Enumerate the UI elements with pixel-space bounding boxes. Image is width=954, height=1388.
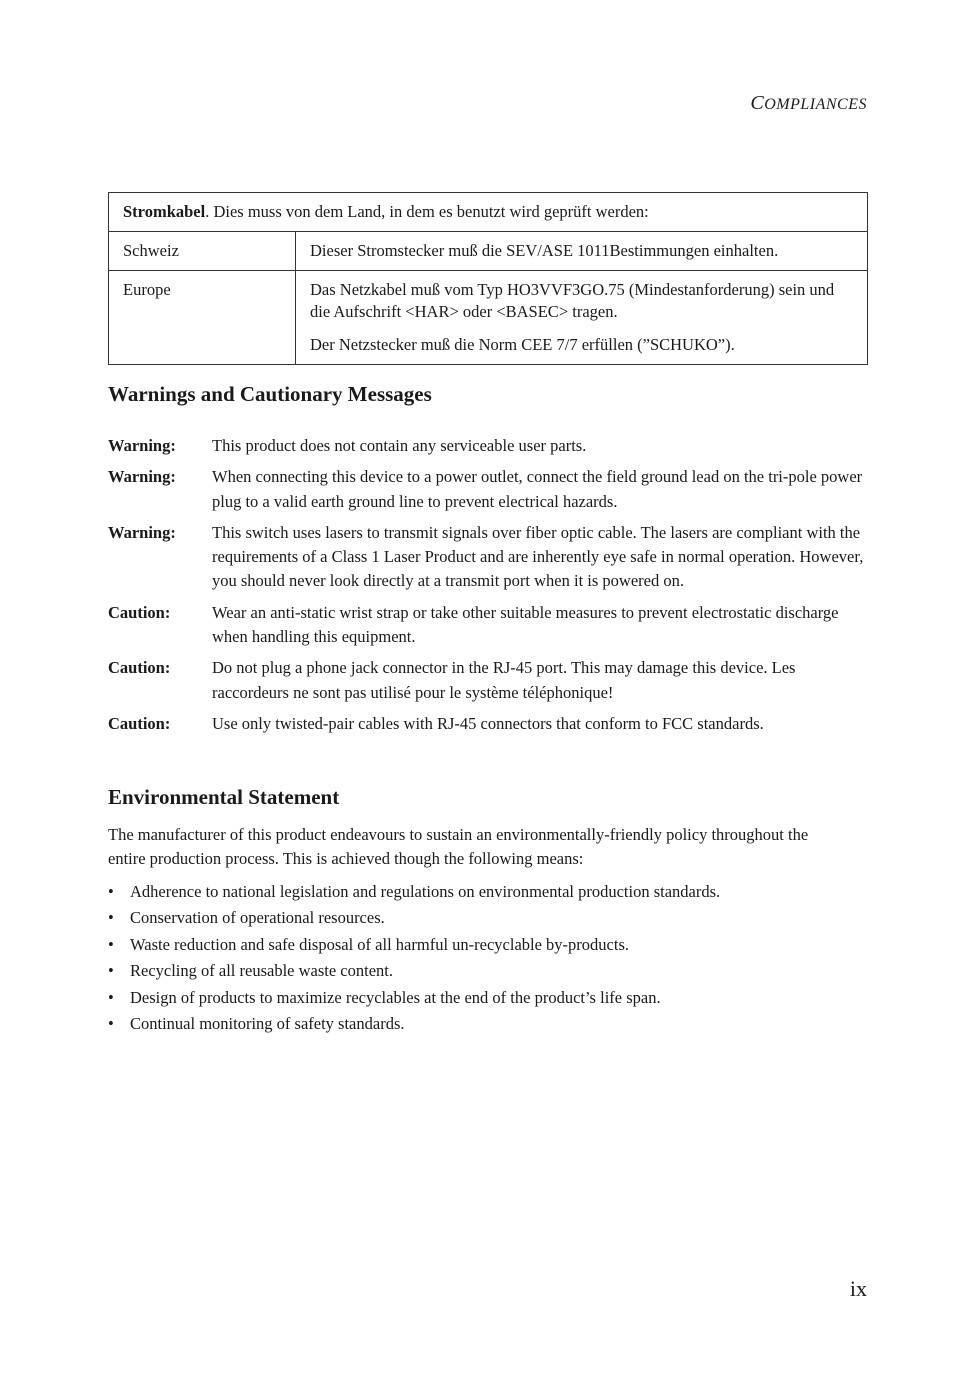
table-row [109,271,868,365]
requirement-paragraph: Der Netzstecker muß die Norm CEE 7/7 erfüllen (”SCHUKO”). [310,335,735,354]
notice-text: Use only twisted-pair cables with RJ-45 connectors that conform to FCC standards. [212,713,764,733]
warnings-list [108,434,868,743]
list-item [108,959,848,983]
list-item [108,933,848,957]
notice-text: When connecting this device to a power outlet, connect the field ground lead on the tri-pole power plug to a valid earth ground line to prevent electrical hazards. [212,467,863,511]
list-item [108,1012,848,1036]
requirement-paragraph: Dieser Stromstecker muß die SEV/ASE 1011Bestimmungen einhalten. [310,241,779,260]
environmental-heading: Environmental Statement [108,785,340,809]
list-item [108,986,848,1010]
notice-text: This product does not contain any serviceable user parts. [212,436,587,455]
warnings-heading: Warnings and Cautionary Messages [108,382,432,406]
notice-label: Caution: [108,713,171,733]
running-head-initial: C [750,92,765,114]
table-cell-requirement [296,232,868,271]
warning-item [108,521,868,594]
requirement-paragraph: Das Netzkabel muß vom Typ HO3VVF3GO.75 (Mindestanforderung) sein und die Aufschrift <HAR> oder <BASEC> tragen. [310,280,835,321]
page-number: ix [849,1276,867,1301]
bullet: • [108,934,114,954]
notice-text: Do not plug a phone jack connector in the RJ-45 port. This may damage this device. Les raccordeurs ne sont pas utilisé pour le système téléphonique! [212,658,796,702]
notice-label: Caution: [108,602,171,622]
bullet: • [108,987,114,1007]
bullet: • [108,961,114,981]
running-head [750,92,867,115]
running-head-small-caps: OMPLIANCES [764,96,867,113]
table-header-cell [109,193,868,232]
table-header-row [109,193,868,232]
list-item-text: Waste reduction and safe disposal of all harmful un-recyclable by-products. [130,934,629,954]
notice-label: Caution: [108,658,171,678]
notice-text: Wear an anti-static wrist strap or take other suitable measures to prevent electrostatic discharge when handling this equipment. [212,602,839,647]
list-item [108,880,848,904]
caution-item [108,656,868,705]
notice-label: Warning: [108,522,176,542]
list-item-text: Recycling of all reusable waste content. [130,961,393,981]
caution-item [108,712,868,736]
warning-item [108,434,868,458]
table-cell-country: Europe [109,271,296,365]
power-cord-table [108,192,868,365]
bullet: • [108,1013,114,1033]
table-header-bold: Stromkabel [123,202,206,221]
bullet: • [108,908,114,928]
list-item-text: Design of products to maximize recyclables at the end of the product’s life span. [130,987,661,1007]
bullet: • [108,882,114,901]
table-cell-country: Schweiz [109,232,296,271]
warning-item [108,465,868,514]
list-item-text: Conservation of operational resources. [130,908,385,928]
notice-label: Warning: [108,436,176,455]
table-row [109,232,868,271]
table-header-text: . Dies muss von dem Land, in dem es benutzt wird geprüft werden: [205,202,649,221]
list-item-text: Adherence to national legislation and regulations on environmental production standards. [130,882,721,901]
environmental-intro: The manufacturer of this product endeavours to sustain an environmentally-friendly policy throughout the entire production process. This is achieved though the following means: [108,825,809,869]
list-item-text: Continual monitoring of safety standards. [130,1013,405,1033]
caution-item [108,601,868,650]
notice-text: This switch uses lasers to transmit signals over fiber optic cable. The lasers are compliant with the requirements of a Class 1 Laser Product and are inherently eye safe in normal operation. However, you should never look directly at a transmit port when it is powered on. [212,522,864,591]
notice-label: Warning: [108,467,176,487]
table-cell-requirement [296,271,868,365]
list-item [108,906,848,930]
environmental-list [108,880,848,1038]
